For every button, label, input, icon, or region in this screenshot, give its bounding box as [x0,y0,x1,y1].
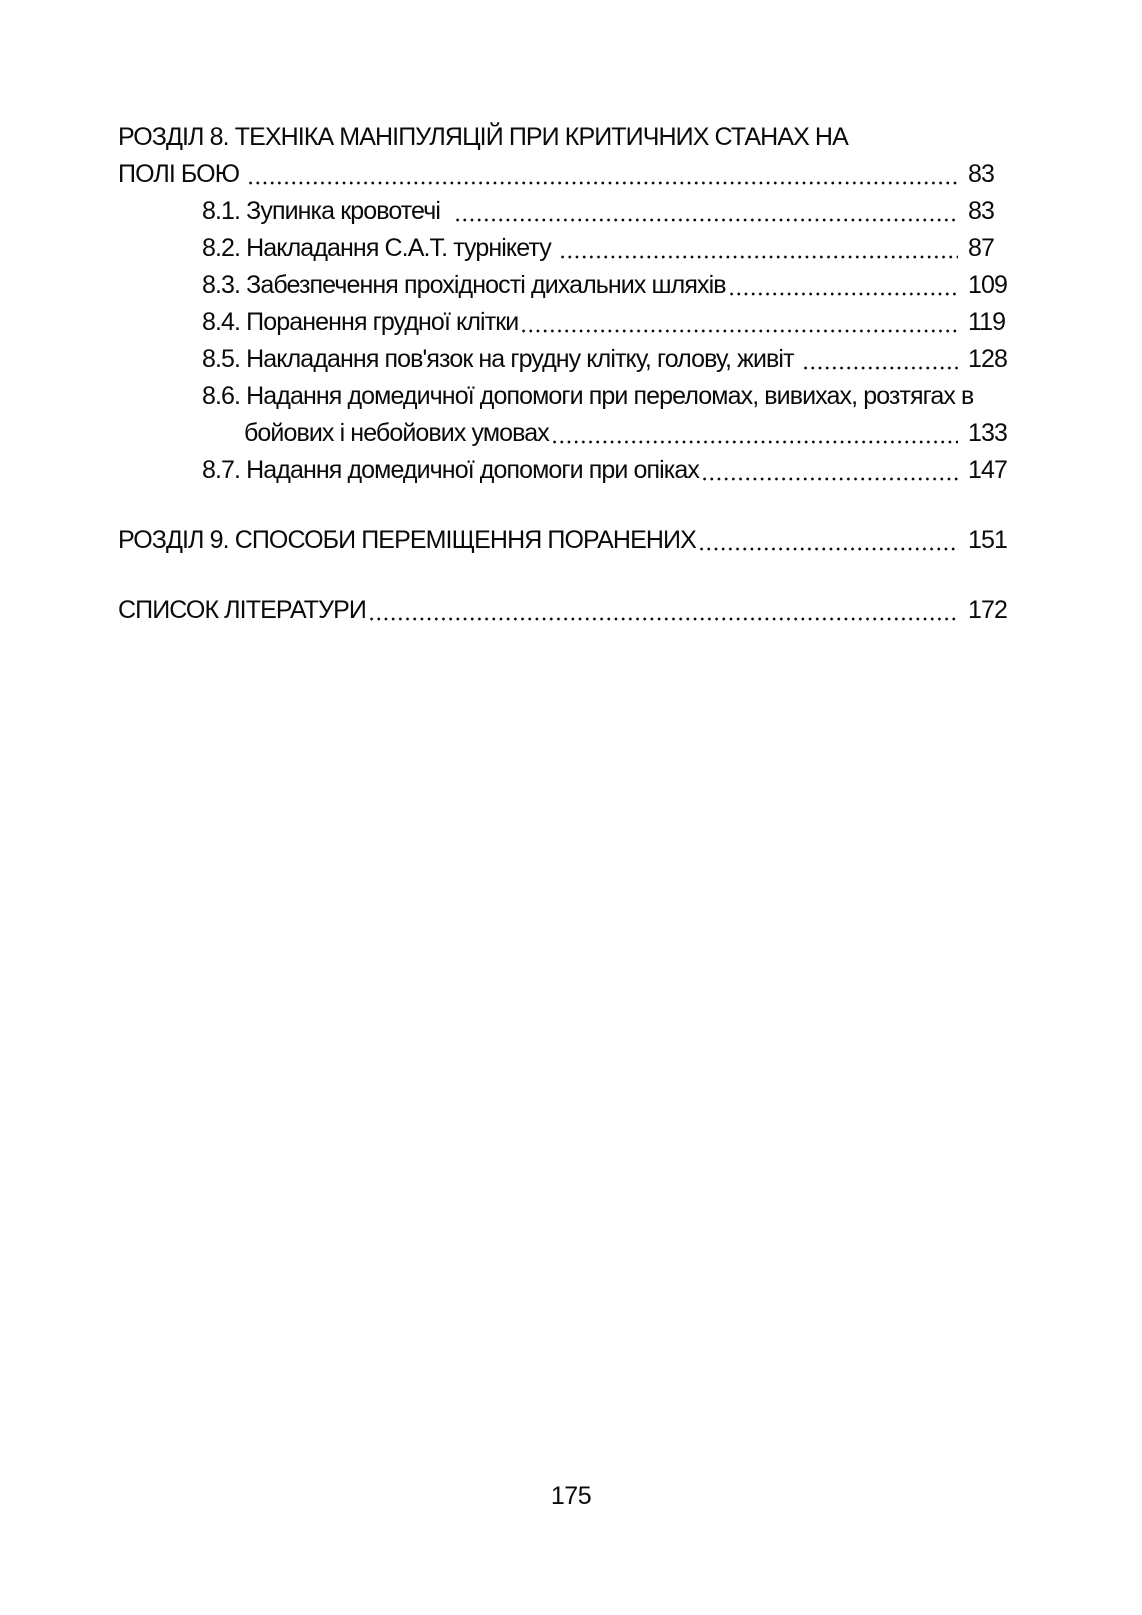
toc-entry-page: 147 [968,456,1008,484]
toc-leader-dots [701,452,958,489]
toc-leader-dots [454,193,958,230]
toc-entry-line [118,267,1008,304]
toc-entry-label: 8.6. Надання домедичної допомоги при переломах, вивихах, розтягах в [202,382,974,410]
toc-entry-label: 8.5. Накладання пов'язок на грудну клітку, голову, живіт [202,345,800,373]
toc-entry-line [118,193,1008,230]
toc-leader-dots [802,341,958,378]
toc-leader-dots [520,304,958,341]
toc-entry-label: РОЗДІЛ 8. ТЕХНІКА МАНІПУЛЯЦІЙ ПРИ КРИТИЧНИХ СТАНАХ НА [118,123,848,151]
toc-entry-label: бойових і небойових умовах [244,419,549,447]
toc-entry-line [118,452,1008,489]
toc-entry-label: ПОЛІ БОЮ [118,160,246,188]
toc-entry-label: 8.3. Забезпечення прохідності дихальних шляхів [202,271,726,299]
toc-entry-page: 133 [968,419,1008,447]
toc-entry [118,452,1008,489]
toc-entry-line [118,230,1008,267]
toc-entry-page: 128 [968,345,1008,373]
page-number: 175 [550,1482,592,1510]
toc-entry [118,193,1008,230]
toc-entry-label: РОЗДІЛ 9. СПОСОБИ ПЕРЕМІЩЕННЯ ПОРАНЕНИХ [118,526,696,554]
toc-leader-dots [247,156,958,193]
toc-entry-line [118,304,1008,341]
toc-entry-page: 172 [968,596,1008,624]
toc-entry-continuation-line [118,156,1008,193]
toc-entry-page: 151 [968,526,1008,554]
toc-entry [118,119,1008,193]
toc-entry-label: СПИСОК ЛІТЕРАТУРИ [118,596,366,624]
toc-leader-dots [698,522,958,559]
toc-entry-page: 119 [968,308,1006,336]
toc-entry-page: 83 [968,160,995,188]
toc-entry [118,378,1008,452]
toc-entry-label: 8.7. Надання домедичної допомоги при опіках [202,456,699,484]
toc-entry-label: 8.4. Поранення грудної клітки [202,308,519,336]
toc-entry-continuation-line [118,415,1008,452]
toc-entry [118,592,1008,629]
toc-entry [118,341,1008,378]
toc-entry [118,304,1008,341]
toc-entry-page: 83 [968,197,995,225]
toc-entry-line [118,341,1008,378]
toc-leader-dots [728,267,958,304]
toc-entry-page: 87 [968,234,995,262]
toc-entry [118,522,1008,559]
toc-leader-dots [559,230,958,267]
toc-entry [118,230,1008,267]
toc-entry-line [118,119,1008,156]
toc-entry-page: 109 [968,271,1008,299]
toc-entry-line [118,522,1008,559]
toc-entry-line [118,378,1008,415]
toc-leader-dots [551,415,958,452]
toc-leader-dots [368,592,958,629]
toc-entry [118,267,1008,304]
toc-entry-label: 8.2. Накладання С.А.Т. турнікету [202,234,557,262]
toc-entry-line [118,592,1008,629]
toc-entry-label: 8.1. Зупинка кровотечі [202,197,453,225]
table-of-contents [118,119,1008,629]
